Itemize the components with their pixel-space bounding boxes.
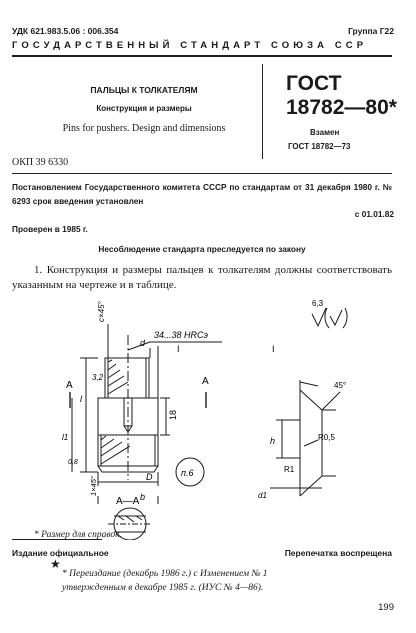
no-reprint: Перепечатка воспрещена (284, 548, 392, 558)
reissue-note: * Переиздание (декабрь 1986 г.) с Изменением № 1 утвержденным в декабре 1985 г. (ИУС № 4—86). (62, 569, 268, 593)
official-edition: Издание официальное (12, 548, 109, 558)
detail-label: I (272, 344, 275, 354)
section-label: А—А (116, 496, 140, 507)
standard-line: ГОСУДАРСТВЕННЫЙ СТАНДАРТ СОЮЗА ССР (12, 40, 368, 51)
chamfer-top-label: c×45° (97, 301, 106, 322)
decree-text: Постановлением Государственного комитета СССР по стандартам от 31 декабря 1980 г. № 6293 срок введения установлен (12, 182, 392, 206)
okp-code: ОКП 39 6330 (12, 157, 69, 168)
replaces-label: Взамен (310, 128, 340, 137)
chamfer-bottom-label: 1×45° (89, 476, 98, 496)
section-a-right: A (202, 376, 209, 387)
decree-date: с 01.01.82 (354, 209, 394, 219)
dim-l: l (80, 394, 82, 404)
detail-r1: R1 (284, 465, 295, 474)
dim-08: 0,8 (68, 459, 78, 466)
gost-label: ГОСТ (286, 72, 342, 95)
title-divider (262, 64, 263, 159)
star-mark: ★ (50, 557, 61, 571)
section-a-left: A (66, 380, 73, 391)
header-rule (12, 55, 392, 57)
gost-number: 18782—80* (286, 96, 397, 119)
detail-d1: d1 (258, 491, 267, 500)
pin-drawing (0, 300, 416, 540)
okp-rule (12, 173, 392, 174)
dim-32: 3,2 (92, 373, 104, 382)
dim-d: d (140, 338, 146, 348)
doc-title: ПАЛЬЦЫ К ТОЛКАТЕЛЯМ (90, 85, 198, 95)
dim-b: b (140, 492, 146, 502)
roughness-value: 6,3 (312, 300, 324, 308)
clause-1: 1. Конструкция и размеры пальцев к толкателям должны соответствовать указанным на чертеже и в таблице. (12, 264, 392, 291)
law-notice: Несоблюдение стандарта преследуется по закону (98, 244, 306, 254)
detail-h: h (270, 436, 276, 446)
page-number: 199 (378, 602, 394, 613)
group-code: Группа Г22 (348, 26, 394, 36)
udk-code: УДК 621.983.5.06 : 006.354 (12, 26, 119, 36)
replaces-value: ГОСТ 18782—73 (288, 142, 351, 151)
doc-title-en: Pins for pushers. Design and dimensions (62, 123, 226, 134)
detail-marker: I (177, 344, 180, 354)
footnote: * Размер для справок. (34, 530, 122, 540)
hardness-label: 34...38 HRCэ (154, 330, 208, 340)
checked-note: Проверен в 1985 г. (12, 224, 88, 234)
note-ref: п.6 (181, 468, 194, 478)
roughness-symbol (312, 308, 347, 328)
detail-r05: R0,5 (318, 433, 335, 442)
doc-subtitle: Конструкция и размеры (96, 104, 192, 113)
dim-l1: l1 (62, 433, 69, 442)
detail-angle: 45° (334, 381, 347, 390)
dim-D: D (146, 472, 153, 482)
dim-18: 18 (168, 409, 178, 420)
